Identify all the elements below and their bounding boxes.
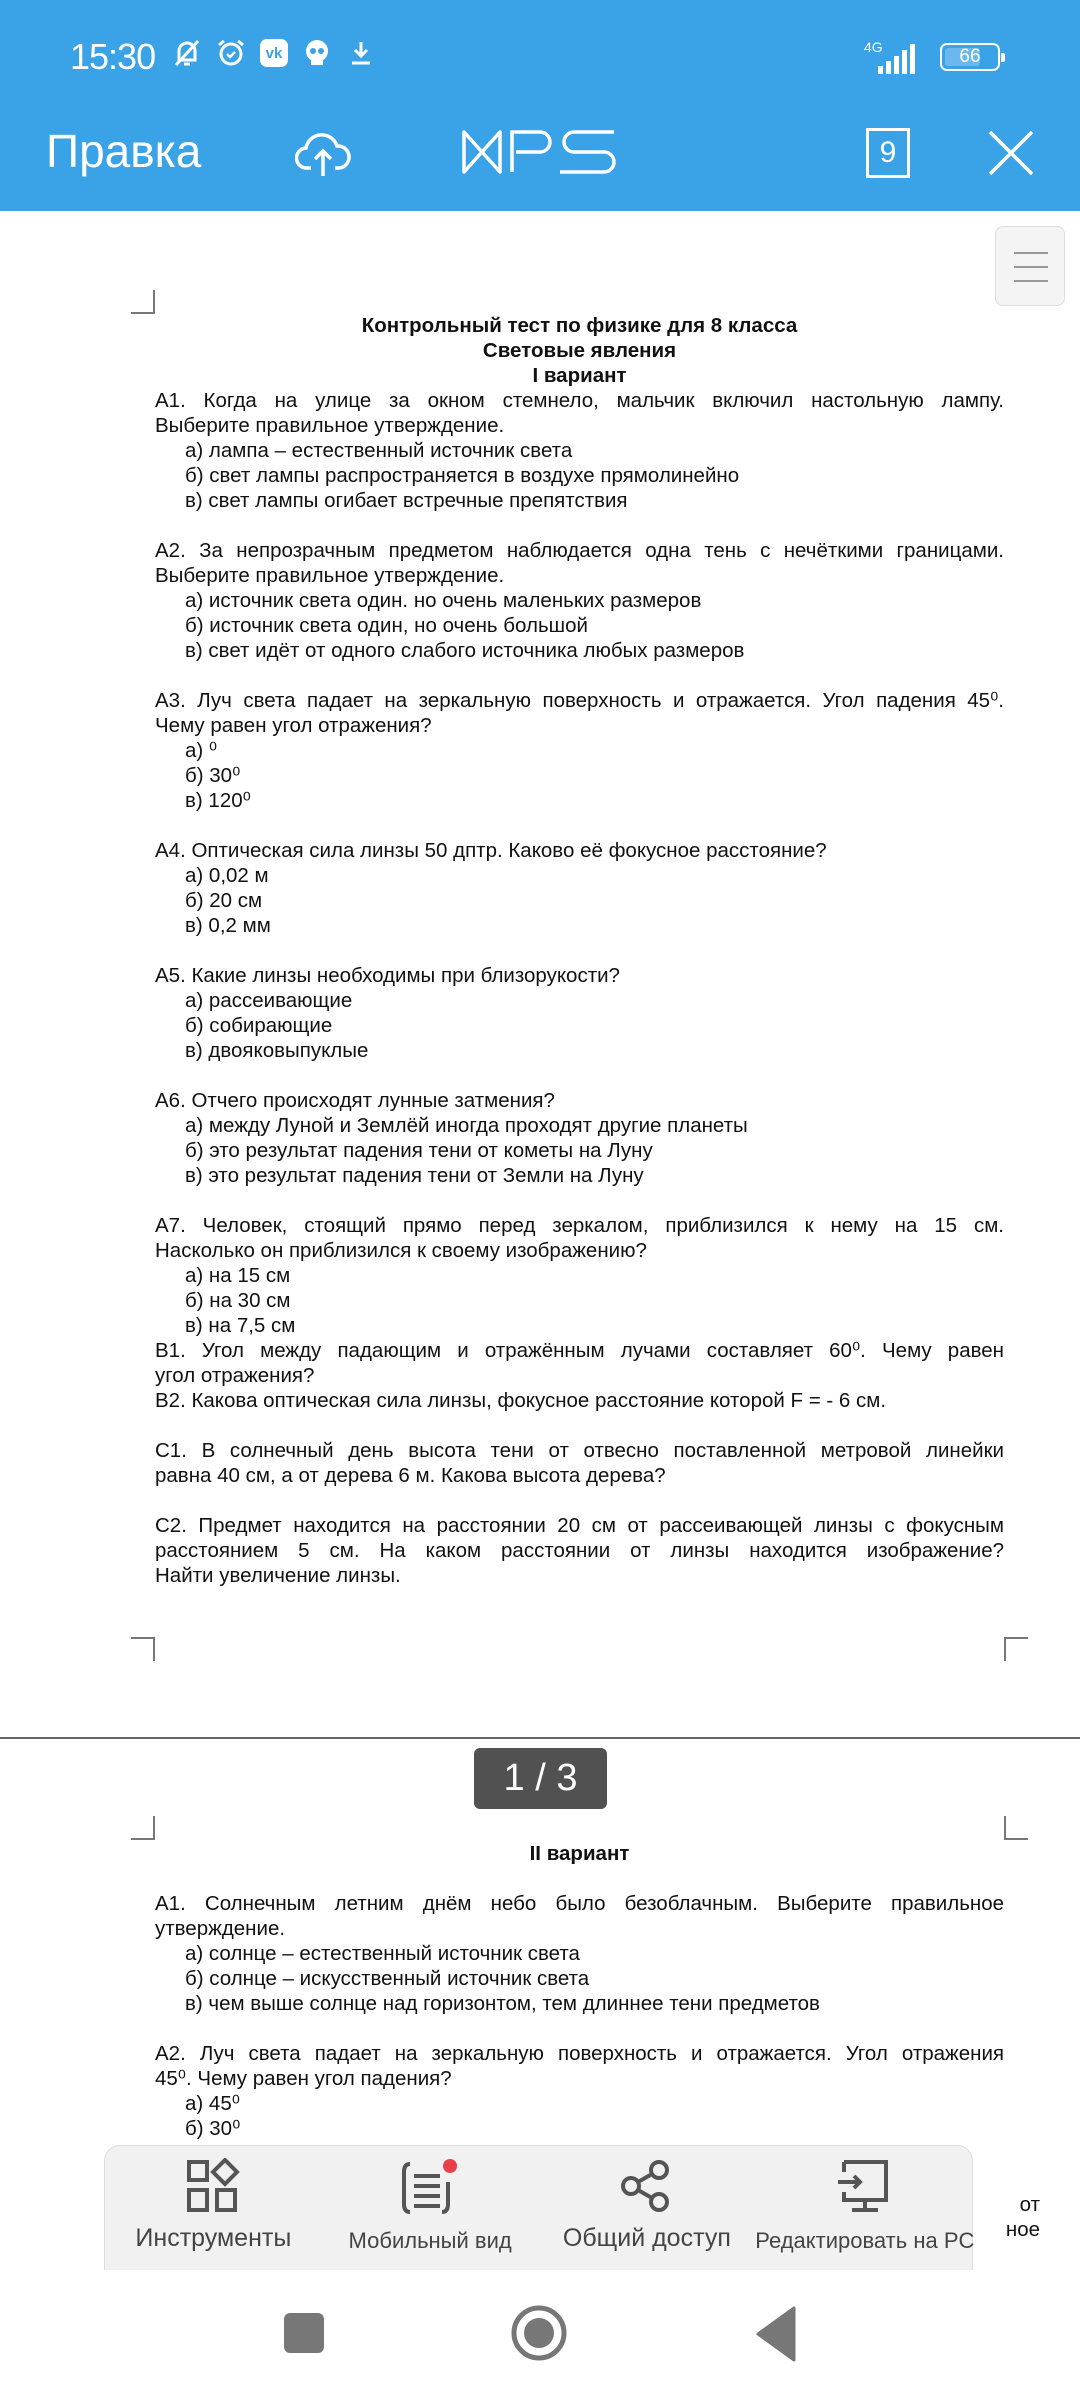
question-line: Выберите правильное утверждение. xyxy=(155,564,505,587)
heading-line: II вариант xyxy=(529,1842,630,1865)
question-line: В1. Угол между падающим и отражённым лучами составляет 60⁰. Чему равен xyxy=(155,1339,1004,1362)
share-icon xyxy=(619,2158,675,2214)
share-button[interactable] xyxy=(539,2146,756,2270)
answer-option: в) 0,2 мм xyxy=(185,914,271,937)
question-line: угол отражения? xyxy=(155,1364,315,1387)
question-line: А2. За непрозрачным предметом наблюдается одна тень с нечёткими границами. xyxy=(155,539,1004,562)
answer-option: в) двояковыпуклые xyxy=(185,1039,369,1062)
edit-button[interactable]: Правка xyxy=(46,125,202,177)
home-icon[interactable] xyxy=(510,2304,568,2362)
blank-line xyxy=(155,938,1004,963)
menu-button[interactable] xyxy=(995,226,1065,306)
system-nav-bar xyxy=(0,2270,1080,2400)
answer-option: б) источник света один, но очень большой xyxy=(185,614,588,637)
close-icon[interactable] xyxy=(986,128,1036,178)
question-line: С2. Предмет находится на расстоянии 20 см от рассеивающей линзы с фокусным xyxy=(155,1514,1004,1537)
download-icon xyxy=(346,38,376,68)
question-line: Чему равен угол отражения? xyxy=(155,714,432,737)
alarm-icon xyxy=(216,38,246,68)
question-line: А3. Луч света падает на зеркальную поверхность и отражается. Угол падения 45⁰. xyxy=(155,689,1004,712)
answer-option: а) ⁰ xyxy=(185,739,218,762)
question-line: 45⁰. Чему равен угол падения? xyxy=(155,2067,452,2090)
tools-icon xyxy=(185,2158,241,2214)
tabs-count-button[interactable]: 9 xyxy=(866,128,910,178)
app-header xyxy=(0,0,1080,211)
status-icons xyxy=(172,38,376,68)
answer-option: в) свет идёт от одного слабого источника любых размеров xyxy=(185,639,745,662)
question-line: С1. В солнечный день высота тени от отвесно поставленной метровой линейки xyxy=(155,1439,1004,1462)
edit-on-pc-label: Редактировать на PC xyxy=(755,2228,975,2253)
page-1-text xyxy=(155,313,1004,1588)
answer-option: б) солнце – искусственный источник света xyxy=(185,1967,590,1990)
vk-icon: vk xyxy=(260,39,288,67)
answer-option: б) 30⁰ xyxy=(185,764,241,787)
blank-line xyxy=(155,663,1004,688)
question-line: А5. Какие линзы необходимы при близорукости? xyxy=(155,964,620,987)
blank-line xyxy=(155,1063,1004,1088)
answer-option: в) свет лампы огибает встречные препятствия xyxy=(185,489,628,512)
question-line: Найти увеличение линзы. xyxy=(155,1564,401,1587)
answer-option: б) 20 см xyxy=(185,889,263,912)
question-line: А1. Когда на улице за окном стемнело, мальчик включил настольную лампу. xyxy=(155,389,1004,412)
text-fragment: ное xyxy=(1005,2218,1040,2241)
page-corner-mark xyxy=(131,290,155,314)
edit-on-pc-icon xyxy=(834,2158,894,2214)
bell-muted-icon xyxy=(172,38,202,68)
bottom-toolbar xyxy=(104,2145,973,2270)
answer-option: в) это результат падения тени от Земли на Луну xyxy=(185,1164,644,1187)
answer-option: а) солнце – естественный источник света xyxy=(185,1942,580,1965)
tools-label: Инструменты xyxy=(135,2224,292,2252)
cloud-upload-icon[interactable] xyxy=(295,128,351,178)
page-corner-mark xyxy=(1004,1637,1028,1661)
answer-option: в) чем выше солнце над горизонтом, тем длиннее тени предметов xyxy=(185,1992,820,2015)
heading-line: Контрольный тест по физике для 8 класса xyxy=(361,314,798,337)
back-icon[interactable] xyxy=(754,2306,798,2362)
answer-option: б) 30⁰ xyxy=(185,2117,241,2140)
mobile-view-label: Мобильный вид xyxy=(348,2228,512,2253)
answer-option: б) это результат падения тени от кометы на Луну xyxy=(185,1139,653,1162)
edit-on-pc-button[interactable] xyxy=(755,2146,975,2270)
answer-option: а) между Луной и Землёй иногда проходят другие планеты xyxy=(185,1114,748,1137)
skull-icon xyxy=(302,38,332,68)
question-line: равна 40 см, а от дерева 6 м. Какова высота дерева? xyxy=(155,1464,666,1487)
answer-option: в) 120⁰ xyxy=(185,789,251,812)
page-corner-mark xyxy=(131,1816,155,1840)
mobile-view-button[interactable] xyxy=(322,2146,539,2270)
page-counter: 1 / 3 xyxy=(474,1748,607,1809)
network-type: 4G xyxy=(864,39,883,55)
battery-icon xyxy=(940,43,1000,71)
question-line: утверждение. xyxy=(155,1917,286,1940)
blank-line xyxy=(155,1188,1004,1213)
page-corner-mark xyxy=(131,1637,155,1661)
question-line: А4. Оптическая сила линзы 50 дптр. Каково её фокусное расстояние? xyxy=(155,839,827,862)
answer-option: а) рассеивающие xyxy=(185,989,353,1012)
question-line: В2. Какова оптическая сила линзы, фокусное расстояние которой F = - 6 см. xyxy=(155,1389,887,1412)
question-line: А1. Солнечным летним днём небо было безоблачным. Выберите правильное xyxy=(155,1892,1004,1915)
page-separator xyxy=(0,1737,1080,1739)
question-line: А7. Человек, стоящий прямо перед зеркалом, приблизился к нему на 15 см. xyxy=(155,1214,1004,1237)
question-line: А2. Луч света падает на зеркальную поверхность и отражается. Угол отражения xyxy=(155,2042,1004,2065)
heading-line: I вариант xyxy=(532,364,627,387)
question-line: расстоянием 5 см. На каком расстоянии от линзы находится изображение? xyxy=(155,1539,1004,1562)
heading-line: Световые явления xyxy=(482,339,677,362)
share-label: Общий доступ xyxy=(562,2224,731,2252)
answer-option: в) на 7,5 см xyxy=(185,1314,296,1337)
battery-level: 66 xyxy=(959,46,981,67)
blank-line xyxy=(155,513,1004,538)
page-2-text xyxy=(155,1841,1004,2141)
signal-icon xyxy=(864,40,926,74)
blank-line xyxy=(155,1413,1004,1438)
answer-option: а) источник света один. но очень маленьких размеров xyxy=(185,589,702,612)
question-line: А6. Отчего происходят лунные затмения? xyxy=(155,1089,555,1112)
blank-line xyxy=(155,2016,1004,2041)
blank-line xyxy=(155,813,1004,838)
answer-option: а) 0,02 м xyxy=(185,864,269,887)
blank-line xyxy=(155,1866,1004,1891)
recent-apps-icon[interactable] xyxy=(282,2312,326,2354)
question-line: Выберите правильное утверждение. xyxy=(155,414,505,437)
tools-button[interactable] xyxy=(105,2146,322,2270)
answer-option: б) на 30 см xyxy=(185,1289,291,1312)
wps-logo xyxy=(460,128,620,176)
page-corner-mark xyxy=(1004,1816,1028,1840)
answer-option: а) на 15 см xyxy=(185,1264,291,1287)
answer-option: б) свет лампы распространяется в воздухе прямолинейно xyxy=(185,464,740,487)
status-right xyxy=(864,40,1000,74)
blank-line xyxy=(155,1488,1004,1513)
mobile-view-icon xyxy=(398,2158,462,2218)
answer-option: а) 45⁰ xyxy=(185,2092,240,2115)
answer-option: б) собирающие xyxy=(185,1014,333,1037)
question-line: Насколько он приблизился к своему изображению? xyxy=(155,1239,647,1262)
answer-option: а) лампа – естественный источник света xyxy=(185,439,573,462)
status-time: 15:30 xyxy=(70,36,156,77)
text-fragment: от xyxy=(1019,2193,1040,2216)
